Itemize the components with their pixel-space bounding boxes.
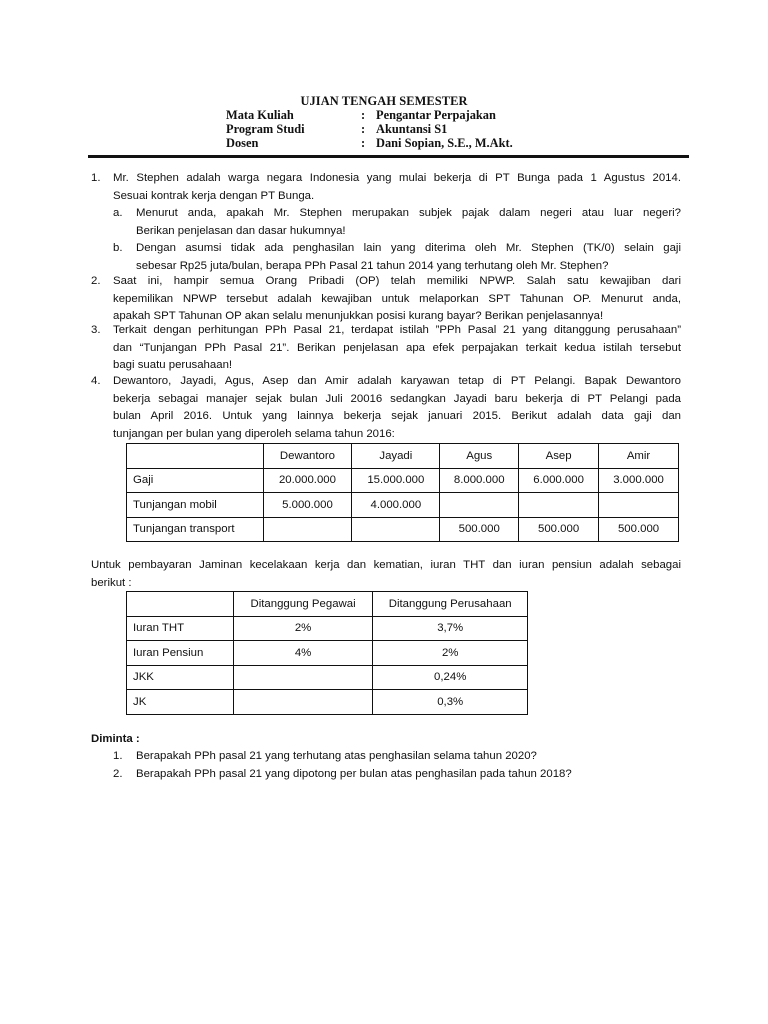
table-row	[127, 616, 528, 641]
question-line: sebesar Rp25 juta/bulan, berapa PPh Pasal 21 tahun 2014 yang terhutang oleh Mr. Stephen?	[136, 259, 609, 272]
header-cell: Ditanggung Pegawai	[233, 592, 373, 617]
question-line: bagi suatu perusahaan!	[113, 359, 233, 372]
diminta-text: Berapakah PPh pasal 21 yang terhutang atas penghasilan selama tahun 2020?	[136, 750, 537, 762]
table-cell	[599, 493, 679, 518]
diminta-text: Berapakah PPh pasal 21 yang dipotong per bulan atas penghasilan pada tahun 2018?	[136, 768, 572, 780]
contribution-table	[126, 591, 528, 715]
table-cell	[233, 690, 373, 715]
header-cell: Ditanggung Perusahaan	[373, 592, 528, 617]
header-cell: Jayadi	[352, 444, 440, 469]
sub-label: b.	[113, 242, 123, 254]
question-number: 4.	[91, 375, 101, 387]
program-label: Program Studi	[226, 122, 305, 136]
diminta-number: 2.	[113, 768, 123, 780]
sub-label: a.	[113, 207, 123, 219]
intro-line: Untuk pembayaran Jaminan kecelakaan kerja dan kematian, iuran THT dan iuran pensiun adalah sebagai	[91, 559, 681, 571]
table-cell	[233, 665, 373, 690]
table-row	[127, 468, 679, 493]
row-label: Tunjangan mobil	[127, 493, 264, 518]
diminta-number: 1.	[113, 750, 123, 762]
diminta-title: Diminta :	[91, 733, 140, 745]
question-line: Dewantoro, Jayadi, Agus, Asep dan Amir adalah karyawan tetap di PT Pelangi. Bapak Dewantoro	[113, 375, 681, 387]
question-line: Sesuai kontrak kerja dengan PT Bunga.	[113, 189, 315, 202]
table-cell: 4%	[233, 641, 373, 666]
row-label: Iuran THT	[127, 616, 234, 641]
lecturer-value: Dani Sopian, S.E., M.Akt.	[376, 136, 513, 150]
program-value: Akuntansi S1	[376, 122, 448, 136]
question-line: Saat ini, hampir semua Orang Pribadi (OP) telah memiliki NPWP. Salah satu kewajiban dari	[113, 275, 681, 287]
question-line: kepemilikan NPWP tersebut adalah kewajiban untuk melaporkan SPT Tahunan OP. Menurut anda,	[113, 292, 681, 305]
table-header-row	[127, 592, 528, 617]
table-row	[127, 641, 528, 666]
question-line: Terkait dengan perhitungan PPh Pasal 21, terdapat istilah ”PPh Pasal 21 yang ditanggung perusahaan”	[113, 324, 681, 336]
table-cell	[263, 517, 352, 542]
exam-header	[0, 94, 768, 150]
table-cell	[440, 493, 519, 518]
question-line: Berikan penjelasan dan dasar hukumnya!	[136, 224, 346, 237]
table-cell: 8.000.000	[440, 468, 519, 493]
question-line: bulan April 2016. Untuk yang lainnya bekerja sejak januari 2015. Berikut adalah data gaji dan	[113, 410, 681, 423]
header-cell: Amir	[599, 444, 679, 469]
header-cell	[127, 592, 234, 617]
header-row-course	[0, 108, 768, 122]
row-label: JK	[127, 690, 234, 715]
table-cell	[519, 493, 599, 518]
header-cell: Agus	[440, 444, 519, 469]
exam-title: UJIAN TENGAH SEMESTER	[300, 94, 468, 108]
row-label: Gaji	[127, 468, 264, 493]
row-label: Tunjangan transport	[127, 517, 264, 542]
header-cell	[127, 444, 264, 469]
salary-table	[126, 443, 679, 542]
row-label: Iuran Pensiun	[127, 641, 234, 666]
intro-line: berikut :	[91, 576, 132, 589]
table-cell: 20.000.000	[263, 468, 352, 493]
question-line: Dengan asumsi tidak ada penghasilan lain yang diterima oleh Mr. Stephen (TK/0) selain gaji	[136, 242, 681, 254]
course-colon: :	[361, 108, 366, 122]
program-colon: :	[361, 122, 366, 136]
table-cell: 5.000.000	[263, 493, 352, 518]
header-cell: Dewantoro	[263, 444, 352, 469]
header-row-lecturer	[0, 136, 768, 150]
question-line: dan “Tunjangan PPh Pasal 21”. Berikan penjelasan apa efek perpajakan terkait kedua istilah tersebut	[113, 341, 681, 354]
table-cell: 2%	[233, 616, 373, 641]
question-line: Mr. Stephen adalah warga negara Indonesia yang mulai bekerja di PT Bunga pada 1 Agustus 2014.	[113, 172, 681, 184]
table-header-row	[127, 444, 679, 469]
table-row	[127, 493, 679, 518]
table-cell	[352, 517, 440, 542]
course-label: Mata Kuliah	[226, 108, 294, 122]
question-number: 3.	[91, 324, 101, 336]
table-row	[127, 517, 679, 542]
table-cell: 2%	[373, 641, 528, 666]
contribution-intro	[91, 557, 681, 592]
table-row	[127, 665, 528, 690]
table-row	[127, 690, 528, 715]
table-cell: 4.000.000	[352, 493, 440, 518]
question-line: bekerja sebagai manajer sejak bulan Juli 20016 sedangkan Jayadi baru bekerja di PT Pelangi pada	[113, 392, 681, 405]
header-row-program	[0, 122, 768, 136]
table-cell: 0,3%	[373, 690, 528, 715]
header-divider	[88, 155, 689, 158]
table-cell: 15.000.000	[352, 468, 440, 493]
table-cell: 500.000	[440, 517, 519, 542]
lecturer-colon: :	[361, 136, 366, 150]
table-cell: 500.000	[519, 517, 599, 542]
header-cell: Asep	[519, 444, 599, 469]
question-number: 1.	[91, 172, 101, 184]
lecturer-label: Dosen	[226, 136, 259, 150]
row-label: JKK	[127, 665, 234, 690]
question-line: tunjangan per bulan yang diperoleh selama tahun 2016:	[113, 427, 395, 440]
table-cell: 3,7%	[373, 616, 528, 641]
table-cell: 0,24%	[373, 665, 528, 690]
question-number: 2.	[91, 275, 101, 287]
question-line: Menurut anda, apakah Mr. Stephen merupakan subjek pajak dalam negeri atau luar negeri?	[136, 207, 681, 219]
table-cell: 6.000.000	[519, 468, 599, 493]
table-cell: 500.000	[599, 517, 679, 542]
course-value: Pengantar Perpajakan	[376, 108, 496, 122]
question-line: apakah SPT Tahunan OP akan selalu menunjukkan posisi kurang bayar? Berikan penjelasannya!	[113, 310, 604, 323]
table-cell: 3.000.000	[599, 468, 679, 493]
